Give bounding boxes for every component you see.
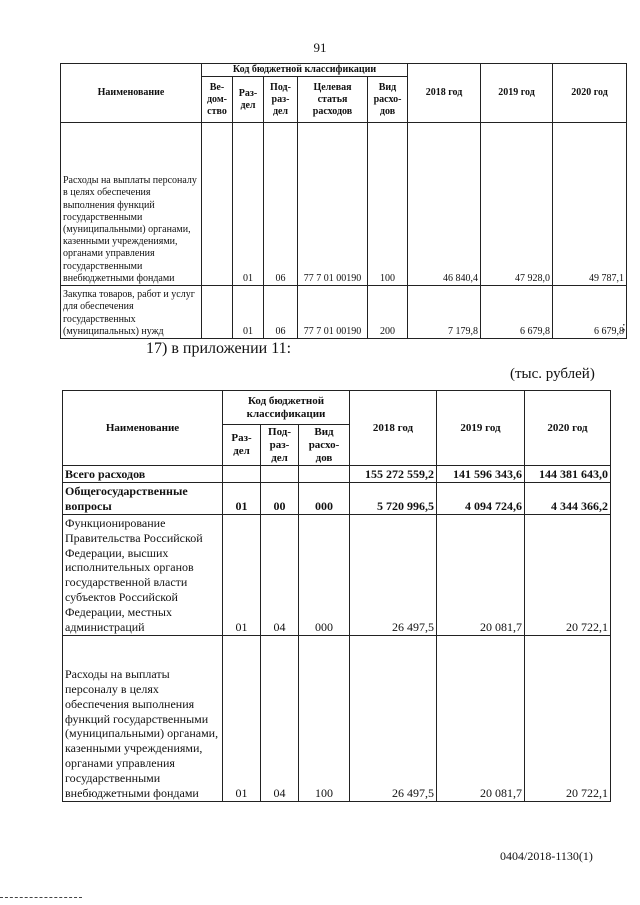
- row-razdel: 01: [223, 483, 261, 515]
- row-podrazdel: 06: [264, 123, 298, 286]
- t1-header-vid: Вид расхо-дов: [368, 77, 408, 123]
- row-celevaya: 77 7 01 00190: [298, 123, 368, 286]
- t2-header-2020: 2020 год: [525, 391, 611, 466]
- row-celevaya: 77 7 01 00190: [298, 286, 368, 339]
- row-podrazdel: 00: [261, 483, 299, 515]
- row-name: Расходы на выплаты персоналу в целях обеспечения выполнения функций государственными (муниципальными) органами, казенными учреждениями, органами управления государственными внебюджетными фондами: [63, 636, 223, 802]
- row-2020: 144 381 643,0: [525, 466, 611, 483]
- row-podrazdel: 06: [264, 286, 298, 339]
- row-vid: 200: [368, 286, 408, 339]
- footer-divider: [0, 897, 82, 898]
- row-2019: 6 679,8: [481, 286, 553, 339]
- table-row: [63, 515, 611, 636]
- row-2020: 4 344 366,2: [525, 483, 611, 515]
- page-number: 91: [313, 40, 327, 55]
- row-razdel: 01: [223, 636, 261, 802]
- t1-header-celevaya: Целевая статья расходов: [298, 77, 368, 123]
- row-name: Всего расходов: [63, 466, 223, 483]
- row-vedomstvo: [202, 286, 233, 339]
- row-podrazdel: 04: [261, 515, 299, 636]
- t1-header-podrazdel: Под-раз-дел: [264, 77, 298, 123]
- t1-header-2019: 2019 год: [481, 64, 553, 123]
- row-2020: 20 722,1: [525, 515, 611, 636]
- table-row: [63, 636, 611, 802]
- row-2018: 155 272 559,2: [350, 466, 437, 483]
- t2-header-2018: 2018 год: [350, 391, 437, 466]
- row-podrazdel: [261, 466, 299, 483]
- table-row: [61, 123, 627, 286]
- table-row: [61, 286, 627, 339]
- row-name: Закупка товаров, работ и услуг для обеспечения государственных (муниципальных) нужд: [61, 286, 202, 339]
- row-2018: 7 179,8: [408, 286, 481, 339]
- row-name: Расходы на выплаты персоналу в целях обеспечения выполнения функций государственными (муниципальными) органами, казенными учреждениями, органами управления государственными внебюджетными фондами: [61, 123, 202, 286]
- row-razdel: 01: [233, 286, 264, 339]
- row-podrazdel: 04: [261, 636, 299, 802]
- section-heading: 17) в приложении 11:: [146, 340, 292, 357]
- row-razdel: [223, 466, 261, 483]
- document-number: 0404/2018-1130(1): [500, 849, 593, 863]
- row-vid: 100: [299, 636, 350, 802]
- row-name: Функционирование Правительства Российской Федерации, высших исполнительных органов государственной власти субъектов Российской Федерации, местных администраций: [63, 515, 223, 636]
- row-razdel: 01: [223, 515, 261, 636]
- budget-table-1: [60, 63, 627, 339]
- row-vid: [299, 466, 350, 483]
- row-name: Общегосударственные вопросы: [63, 483, 223, 515]
- row-vid: 000: [299, 483, 350, 515]
- row-2019: 20 081,7: [437, 636, 525, 802]
- t1-header-name: Наименование: [61, 64, 202, 123]
- row-2018: 46 840,4: [408, 123, 481, 286]
- row-razdel: 01: [233, 123, 264, 286]
- t1-header-code-group: Код бюджетной классификации: [202, 64, 408, 77]
- t2-header-vid: Вид расхо-дов: [299, 425, 350, 466]
- t1-header-razdel: Раз-дел: [233, 77, 264, 123]
- trailing-semicolon: ;: [622, 318, 626, 333]
- t2-header-2019: 2019 год: [437, 391, 525, 466]
- row-2019: 141 596 343,6: [437, 466, 525, 483]
- row-2020: 49 787,1: [553, 123, 627, 286]
- row-2018: 26 497,5: [350, 636, 437, 802]
- row-2018: 26 497,5: [350, 515, 437, 636]
- row-vedomstvo: [202, 123, 233, 286]
- t2-header-razdel: Раз-дел: [223, 425, 261, 466]
- row-2019: 20 081,7: [437, 515, 525, 636]
- row-2020: 6 679,8: [553, 286, 627, 339]
- table-row: [63, 466, 611, 483]
- t1-header-vedomstvo: Ве-дом-ство: [202, 77, 233, 123]
- row-2018: 5 720 996,5: [350, 483, 437, 515]
- table-row: [63, 483, 611, 515]
- t2-header-code-group: Код бюджетной классификации: [223, 391, 350, 425]
- row-vid: 000: [299, 515, 350, 636]
- row-2020: 20 722,1: [525, 636, 611, 802]
- row-2019: 4 094 724,6: [437, 483, 525, 515]
- row-2019: 47 928,0: [481, 123, 553, 286]
- t1-header-2018: 2018 год: [408, 64, 481, 123]
- t2-header-name: Наименование: [63, 391, 223, 466]
- t1-header-2020: 2020 год: [553, 64, 627, 123]
- units-label: (тыс. рублей): [510, 366, 595, 382]
- t2-header-podrazdel: Под-раз-дел: [261, 425, 299, 466]
- row-vid: 100: [368, 123, 408, 286]
- budget-table-2: [62, 390, 611, 802]
